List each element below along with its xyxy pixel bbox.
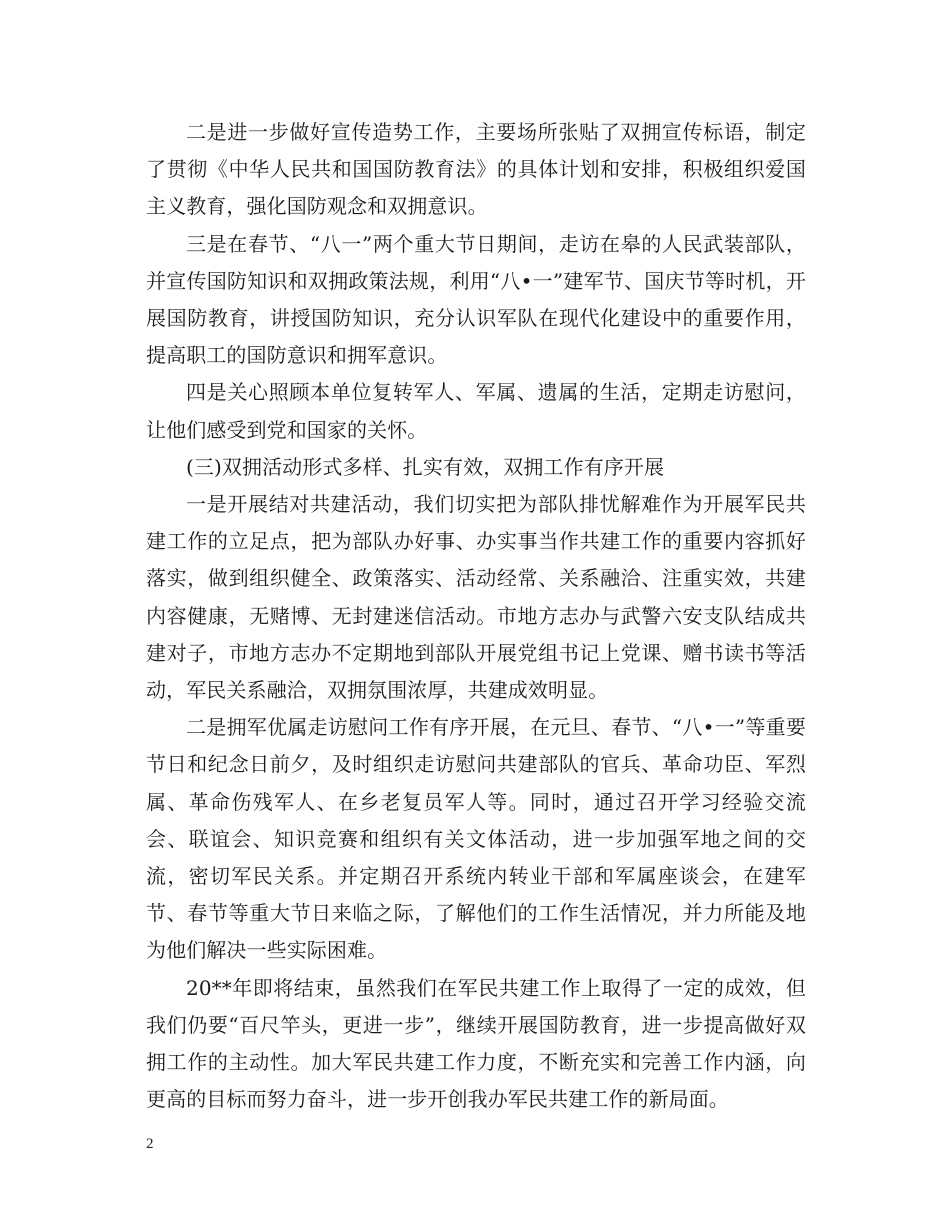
paragraph-5: 二是拥军优属走访慰问工作有序开展，在元旦、春节、“八•一”等重要节日和纪念日前夕，及时组织走访慰问共建部队的官兵、革命功臣、军烈属、革命伤残军人、在乡老复员军人等。同时，通过召开学习经验交流会、联谊会、知识竞赛和组织有关文体活动，进一步加强军地之间的交流，密切军民关系。并定期召开系统内转业干部和军属座谈会，在建军节、春节等重大节日来临之际，了解他们的工作生活情况，并力所能及地为他们解决一些实际困难。 bbox=[146, 715, 806, 963]
paragraph-3: 四是关心照顾本单位复转军人、军属、遗属的生活，定期走访慰问，让他们感受到党和国家的关怀。 bbox=[146, 380, 806, 442]
page-number: 2 bbox=[146, 1136, 154, 1152]
paragraph-1: 二是进一步做好宣传造势工作，主要场所张贴了双拥宣传标语，制定了贯彻《中华人民共和国国防教育法》的具体计划和安排，积极组织爱国主义教育，强化国防观念和双拥意识。 bbox=[146, 120, 806, 219]
paragraph-4: 一是开展结对共建活动，我们切实把为部队排忧解难作为开展军民共建工作的立足点，把为部队办好事、办实事当作共建工作的重要内容抓好落实，做到组织健全、政策落实、活动经常、关系融洽、注重实效，共建内容健康，无赌博、无封建迷信活动。市地方志办与武警六安支队结成共建对子，市地方志办不定期地到部队开展党组书记上党课、赠书读书等活动，军民关系融洽，双拥氛围浓厚，共建成效明显。 bbox=[146, 492, 806, 703]
document-page bbox=[146, 114, 806, 1118]
section-heading: (三)双拥活动形式多样、扎实有效，双拥工作有序开展 bbox=[186, 454, 665, 479]
paragraph-6: 20**年即将结束，虽然我们在军民共建工作上取得了一定的成效，但我们仍要“百尺竿头，更进一步”，继续开展国防教育，进一步提高做好双拥工作的主动性。加大军民共建工作力度，不断充实和完善工作内涵，向更高的目标而努力奋斗，进一步开创我办军民共建工作的新局面。 bbox=[146, 975, 806, 1112]
paragraph-2: 三是在春节、“八一”两个重大节日期间，走访在皋的人民武装部队，并宣传国防知识和双拥政策法规，利用“八•一”建军节、国庆节等时机，开展国防教育，讲授国防知识，充分认识军队在现代化建设中的重要作用，提高职工的国防意识和拥军意识。 bbox=[146, 231, 806, 368]
